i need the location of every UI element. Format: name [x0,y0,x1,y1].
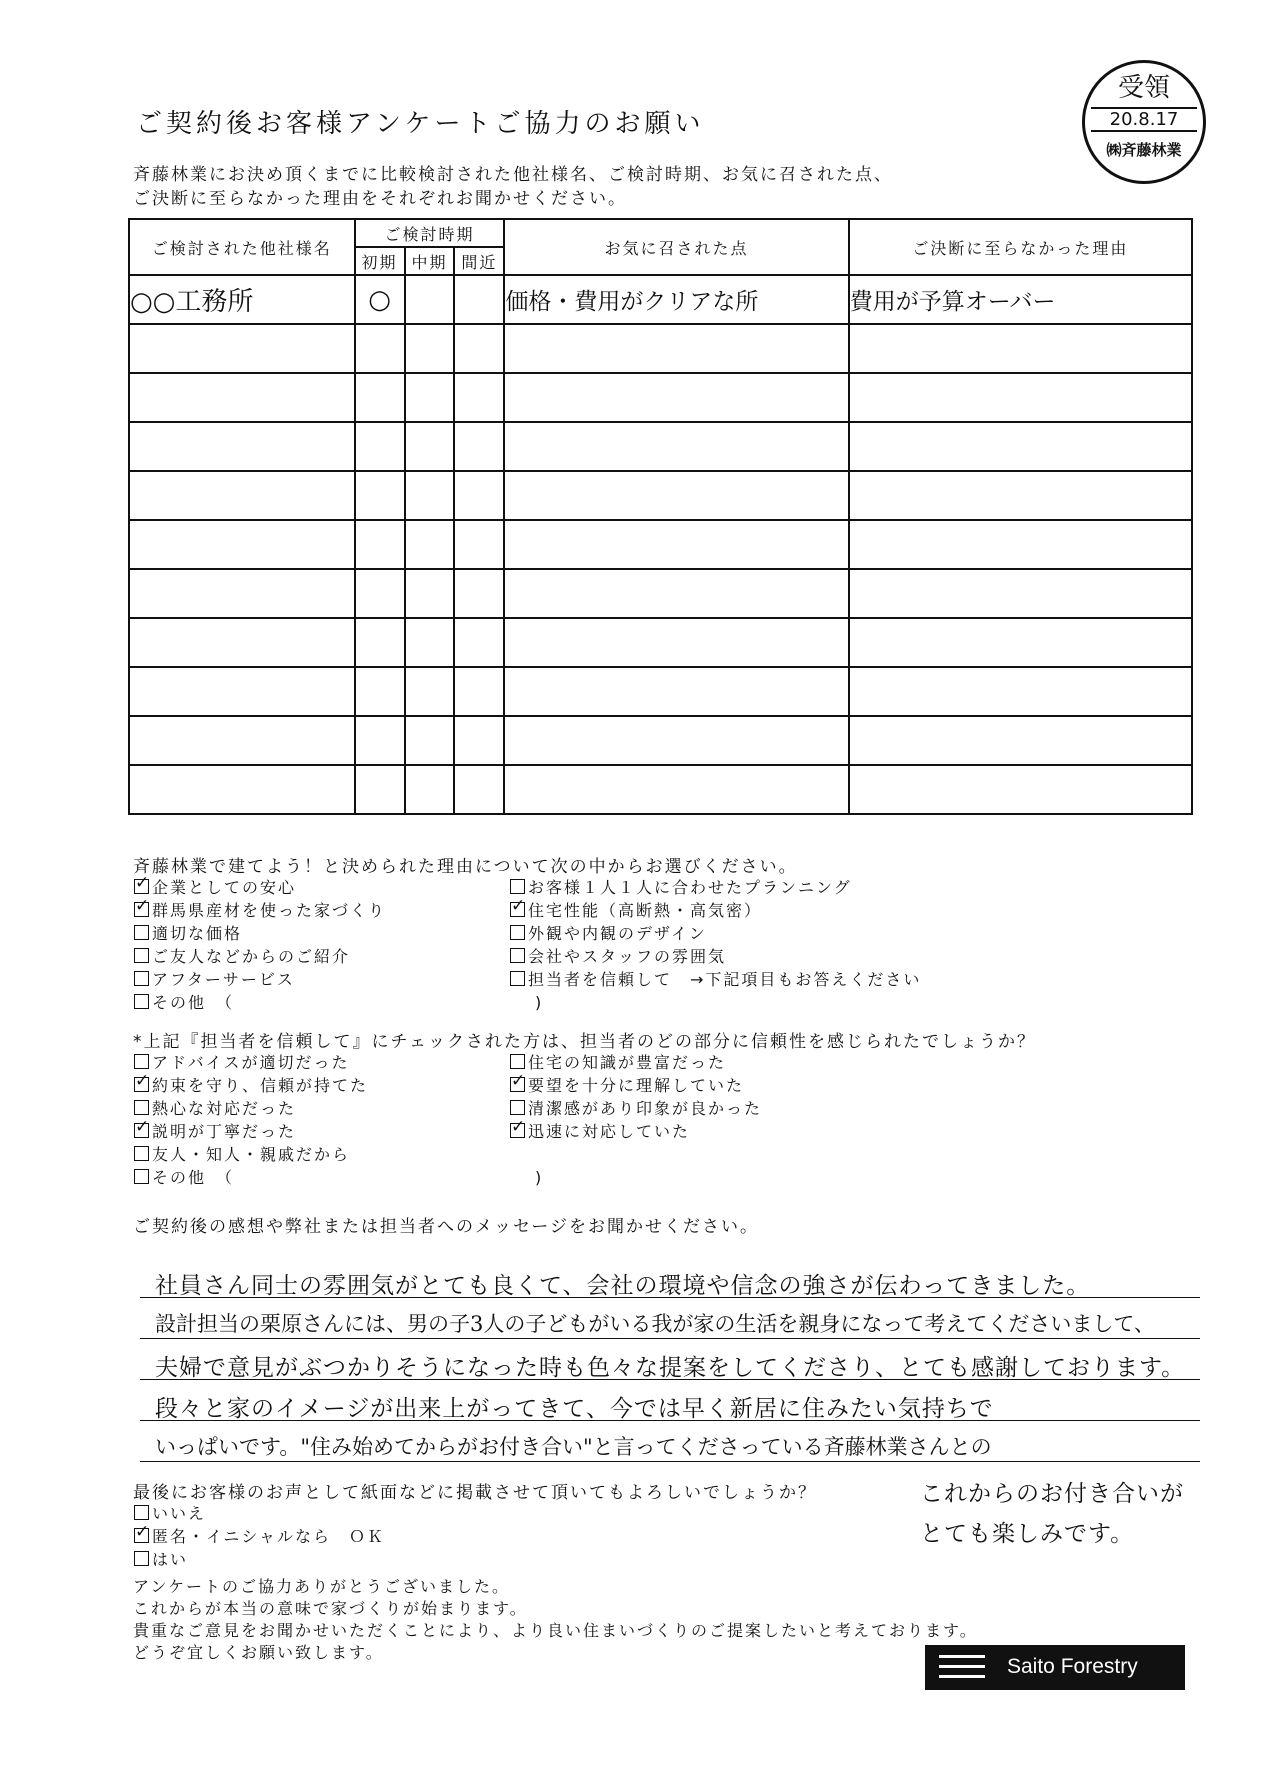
q2-option[interactable] [134,1051,368,1074]
q1-option[interactable] [134,991,386,1014]
option-label: 住宅性能（高断熱・高気密） [528,901,763,920]
option-label: ご友人などからのご紹介 [152,947,351,966]
q2-option[interactable] [510,1051,762,1074]
checkbox[interactable] [134,1528,149,1543]
q2-option[interactable] [510,1097,762,1120]
late-cell [454,275,504,324]
checkbox[interactable] [510,1123,525,1138]
reason-cell: 費用が予算オーバー [849,275,1192,324]
checkbox[interactable] [510,879,525,894]
option-label: 説明が丁寧だった [152,1122,297,1141]
checkbox[interactable] [134,994,149,1009]
q4-options [134,1502,385,1571]
option-label: お客様１人１人に合わせたプランニング [528,878,852,897]
q1-option[interactable] [510,968,921,991]
closing-line: どうぞ宜しくお願い致します。 [133,1643,384,1662]
message-line: 夫婦で意見がぶつかりそうになった時も色々な提案をしてくださり、とても感謝しております。 [155,1355,1186,1381]
checkbox[interactable] [134,1100,149,1115]
q2-left-options [134,1051,368,1189]
q1-option[interactable] [510,899,921,922]
table-row [129,471,1192,520]
q1-option[interactable] [134,899,386,922]
ruled-line [140,1338,1200,1339]
header-reason: ご決断に至らなかった理由 [849,219,1192,275]
table-row [129,324,1192,373]
checkbox[interactable] [134,1146,149,1161]
checkbox[interactable] [134,971,149,986]
option-label: いいえ [152,1504,207,1523]
header-liked: お気に召された点 [504,219,848,275]
received-stamp [1082,60,1206,184]
stamp-company: ㈱斉藤林業 [1106,141,1182,159]
q2-option[interactable] [134,1166,368,1189]
checkbox[interactable] [510,925,525,940]
option-label: 約束を守り、信頼が持てた [152,1076,369,1095]
table-row [129,275,1192,324]
page-title: ご契約後お客様アンケートご協力のお願い [136,109,705,139]
liked-cell: 価格・費用がクリアな所 [504,275,848,324]
checkbox[interactable] [510,971,525,986]
intro-line: ご決断に至らなかった理由をそれぞれお聞かせください。 [133,189,627,209]
closing-line: これからが本当の意味で家づくりが始まります。 [133,1599,528,1618]
option-label: アフターサービス [152,970,295,989]
header-mid: 中期 [405,247,455,275]
ruled-line [140,1461,1200,1462]
option-label: その他 （ [152,993,235,1012]
table-row [129,422,1192,471]
header-late: 間近 [454,247,504,275]
q1-close-paren: ) [535,993,544,1012]
option-label: 群馬県産材を使った家づくり [152,901,387,920]
q1-option[interactable] [510,922,921,945]
option-label: 熱心な対応だった [152,1099,297,1118]
option-label: 担当者を信頼して →下記項目もお答えください [528,970,922,989]
message-line: とても楽しみです。 [920,1521,1135,1547]
message-line: 設計担当の栗原さんには、男の子3人の子どもがいる我が家の生活を親身になって考えてくださいまして、 [155,1312,1155,1336]
checkbox[interactable] [134,1077,149,1092]
q1-option[interactable] [510,945,921,968]
table-row [129,765,1192,814]
header-company: ご検討された他社様名 [129,219,355,275]
q2-close-paren: ) [535,1168,544,1187]
option-label: はい [152,1550,189,1569]
checkbox[interactable] [134,879,149,894]
logo-text: Saito Forestry [1007,1655,1138,1678]
option-label: 会社やスタッフの雰囲気 [528,947,727,966]
message-line: これからのお付き合いが [920,1481,1184,1507]
intro-text [133,163,893,211]
header-early: 初期 [355,247,405,275]
message-line: 社員さん同士の雰囲気がとても良くて、会社の環境や信念の強さが伝わってきました。 [155,1273,1091,1299]
option-label: 要望を十分に理解していた [528,1076,745,1095]
option-label: アドバイスが適切だった [152,1053,350,1072]
checkbox[interactable] [134,948,149,963]
closing-line: アンケートのご協力ありがとうございました。 [133,1577,511,1596]
closing-text [133,1576,978,1664]
option-label: その他 （ [152,1168,235,1187]
q2-question: *上記『担当者を信頼して』にチェックされた方は、担当者のどの部分に信頼性を感じられたでしょうか？ [133,1032,1036,1052]
q1-left-options [134,876,386,1014]
checkbox[interactable] [510,1054,525,1069]
option-label: 企業としての安心 [152,878,297,897]
q3-question: ご契約後の感想や弊社または担当者へのメッセージをお聞かせください。 [133,1217,759,1237]
q1-option[interactable] [134,922,386,945]
q4-question: 最後にお客様のお声として紙面などに掲載させて頂いてもよろしいでしょうか？ [133,1483,817,1503]
q1-question: 斉藤林業で建てよう！と決められた理由について次の中からお選びください。 [133,857,798,877]
table-row [129,667,1192,716]
q1-right-options [510,876,921,991]
q1-option[interactable] [134,968,386,991]
q4-option[interactable] [134,1502,385,1525]
header-period: ご検討時期 [355,219,505,247]
early-cell: ○ [355,275,405,324]
option-label: 適切な価格 [152,924,243,943]
closing-line: 貴重なご意見をお聞かせいただくことにより、より良い住まいづくりのご提案したいと考えております。 [133,1621,978,1640]
option-label: 住宅の知識が豊富だった [528,1053,727,1072]
option-label: 匿名・イニシャルなら ＯＫ [152,1527,386,1546]
table-row [129,618,1192,667]
checkbox[interactable] [134,902,149,917]
intro-line: 斉藤林業にお決め頂くまでに比較検討された他社様名、ご検討時期、お気に召された点、 [133,165,893,185]
q2-option[interactable] [510,1120,762,1143]
q2-option[interactable] [510,1074,762,1097]
message-line: 段々と家のイメージが出来上がってきて、今では早く新居に住みたい気持ちで [155,1396,994,1422]
stamp-label: 受領 [1117,73,1170,103]
checkbox[interactable] [134,925,149,940]
checkbox[interactable] [510,1100,525,1115]
q2-option[interactable] [134,1120,368,1143]
option-label: 外観や内観のデザイン [528,924,707,943]
q2-option[interactable] [134,1097,368,1120]
q1-option[interactable] [134,945,386,968]
option-label: 清潔感があり印象が良かった [528,1099,763,1118]
table-row [129,373,1192,422]
checkbox[interactable] [134,1169,149,1184]
mid-cell [405,275,455,324]
checkbox[interactable] [510,902,525,917]
q4-option[interactable] [134,1548,385,1571]
table-row [129,716,1192,765]
checkbox[interactable] [134,1054,149,1069]
message-line: いっぱいです。"住み始めてからがお付き合い"と言ってくださっている斉藤林業さんとの [155,1435,992,1459]
saito-forestry-logo [925,1645,1185,1690]
q1-option[interactable] [134,876,386,899]
q1-option[interactable] [510,876,921,899]
checkbox[interactable] [134,1123,149,1138]
q2-option[interactable] [134,1074,368,1097]
table-row [129,520,1192,569]
competitor-table [128,218,1193,815]
option-label: 友人・知人・親戚だから [152,1145,351,1164]
option-label: 迅速に対応していた [528,1122,691,1141]
logo-mark-icon [939,1653,985,1681]
q2-right-options [510,1051,762,1143]
stamp-date: 20.8.17 [1091,107,1197,132]
q4-option[interactable] [134,1525,385,1548]
table-row [129,569,1192,618]
checkbox[interactable] [134,1551,149,1566]
company-cell: ○○工務所 [129,275,355,324]
checkbox[interactable] [510,948,525,963]
q2-option[interactable] [134,1143,368,1166]
checkbox[interactable] [134,1505,149,1520]
checkbox[interactable] [510,1077,525,1092]
